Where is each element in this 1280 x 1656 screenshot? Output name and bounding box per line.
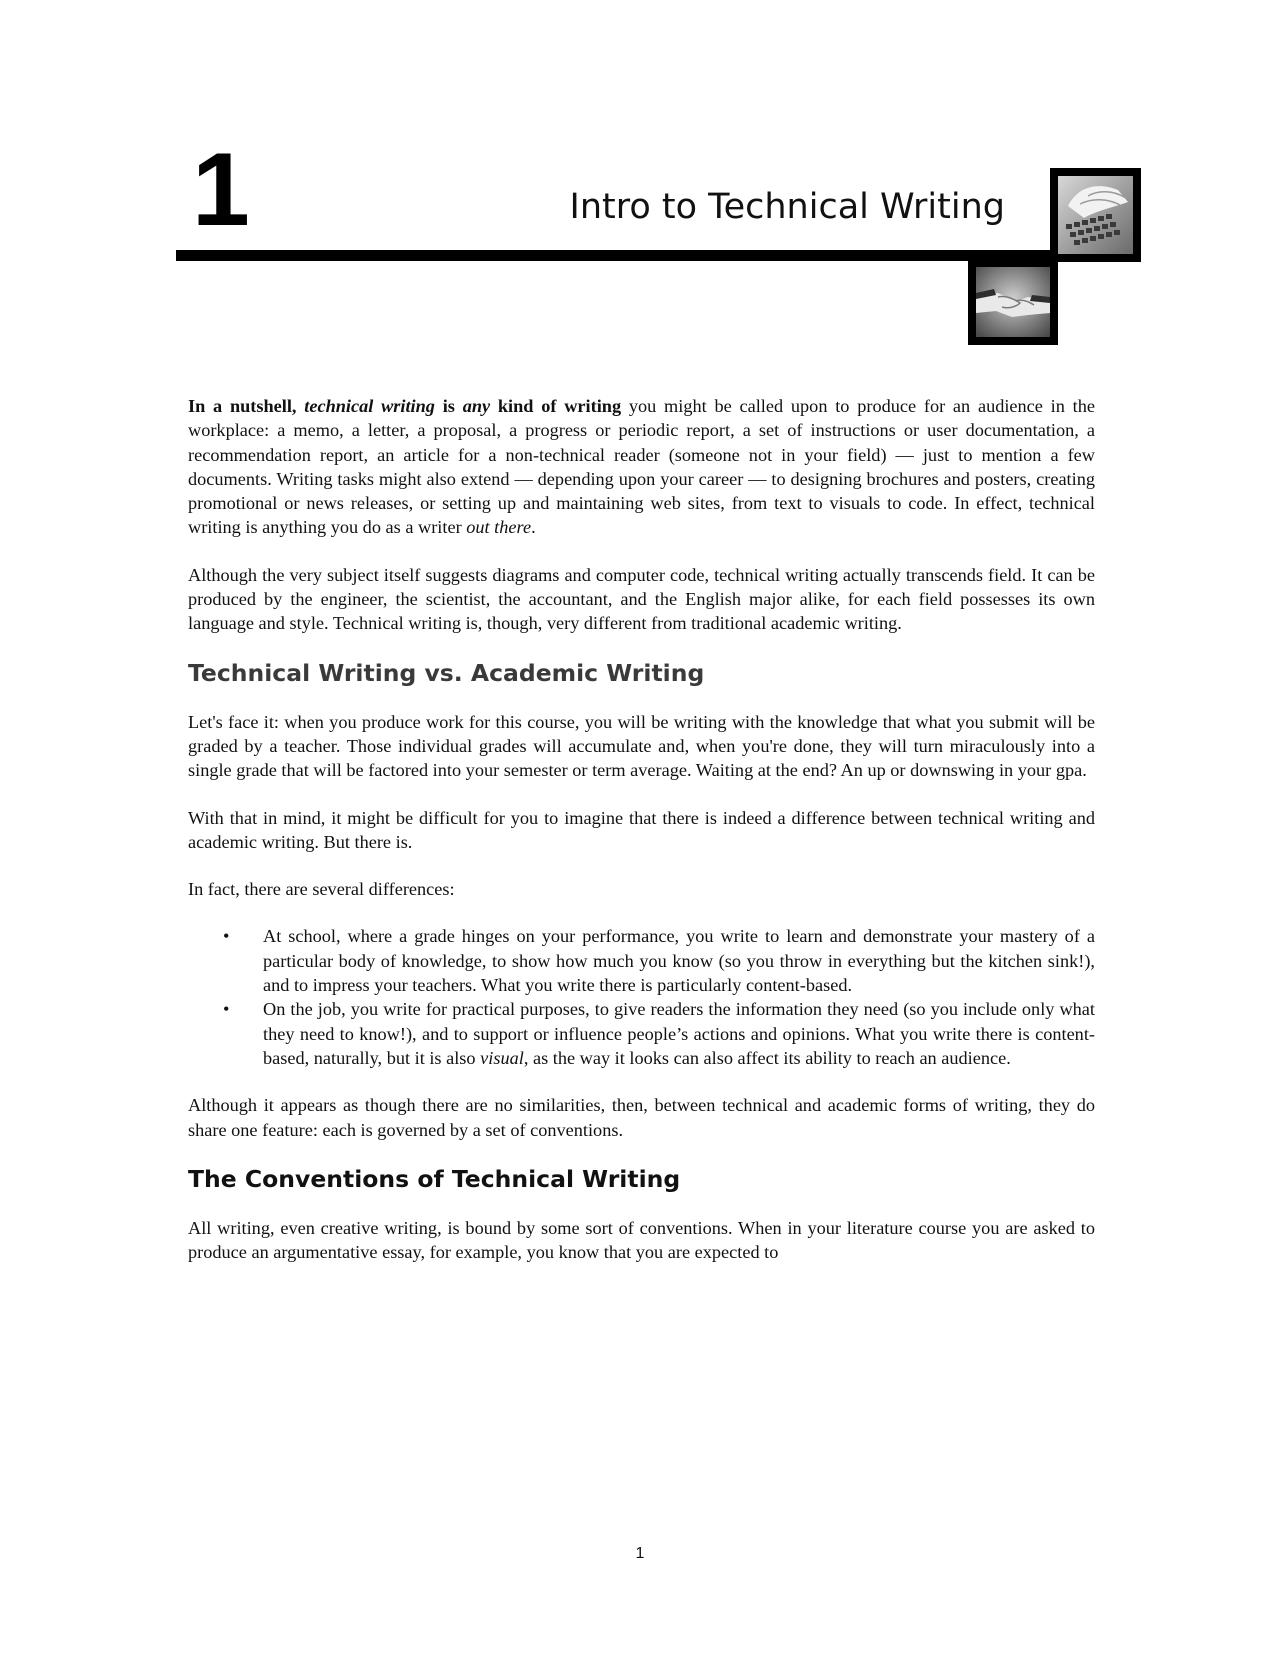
handshake-photo	[968, 259, 1058, 345]
bullet-icon: •	[223, 999, 230, 1020]
list-item-job-visual: visual	[480, 1047, 524, 1068]
list-item-job-text-end: , as the way it looks can also affect its ability to reach an audience.	[523, 1047, 1011, 1068]
page-number: 1	[635, 1545, 645, 1562]
section-heading-tech-vs-academic: Technical Writing vs. Academic Writing	[188, 658, 705, 687]
bullet-icon: •	[223, 926, 230, 947]
intro-any: any	[462, 396, 491, 416]
differences-intro-paragraph: In fact, there are several differences:	[188, 879, 455, 900]
chapter-number: 1	[192, 132, 250, 248]
list-item-job	[188, 997, 1095, 1070]
intro-rest: you might be called upon to produce for an audience in the workplace: a memo, a letter, a proposal, a progress or periodic report, a set of instructions or user documentation, a recommendation report, an article for a non-technical reader (someone not in your field) — just to mention a few documents. Writing tasks might also extend — depending upon your career — to designing brochures and posters, creating promotional or news releases, or setting up and maintaining web sites, from text to visuals to code. In effect, technical writing is anything you do as a writer	[188, 396, 1095, 538]
transcends-paragraph: Although the very subject itself suggests diagrams and computer code, technical writing actually transcends field. It can be produced by the engineer, the scientist, the accountant, and the English major alike, for each field possesses its own language and style. Technical writing is, though, very different from traditional academic writing.	[188, 564, 1095, 634]
intro-lead: In a nutshell,	[188, 396, 305, 416]
intro-paragraph	[188, 394, 1095, 540]
keyboard-hands-image	[1058, 176, 1133, 254]
intro-end: .	[531, 517, 536, 538]
list-item-school	[188, 924, 1095, 997]
conventions-paragraph: All writing, even creative writing, is bound by some sort of conventions. When in your literature course you are asked to produce an argumentative essay, for example, you know that you are expected to	[188, 1217, 1095, 1263]
page-content	[188, 394, 1095, 1287]
with-that-in-mind-paragraph: With that in mind, it might be difficult for you to imagine that there is indeed a difference between technical writing and academic writing. But there is.	[188, 807, 1095, 852]
intro-kind: kind of writing	[490, 396, 622, 416]
keyboard-hands-photo	[1050, 168, 1141, 262]
intro-out-there: out there	[466, 517, 532, 538]
intro-term: technical writing	[304, 396, 435, 416]
section-heading-conventions: The Conventions of Technical Writing	[188, 1164, 681, 1193]
list-item-school-text: At school, where a grade hinges on your performance, you write to learn and demonstrate your mastery of a particular body of knowledge, to show how much you know (so you throw in everything but the kitchen sink!), and to impress your teachers. What you write there is particularly content-based.	[263, 926, 1095, 996]
similarities-paragraph: Although it appears as though there are no similarities, then, between technical and academic forms of writing, they do share one feature: each is governed by a set of conventions.	[188, 1095, 1095, 1140]
intro-is: is	[434, 396, 463, 416]
face-it-paragraph: Let's face it: when you produce work for this course, you will be writing with the knowledge that what you submit will be graded by a teacher. Those individual grades will accumulate and, when you're done, they will turn miraculously into a single grade that will be factored into your semester or term average. Waiting at the end? An up or downswing in your gpa.	[188, 711, 1095, 781]
chapter-title: Intro to Technical Writing	[569, 187, 1005, 227]
list-item-job-text: On the job, you write for practical purposes, to give readers the information they need (so you include only what they need to know!), and to support or influence people’s actions and opinions. What you write there is content-based, naturally, but it is also	[263, 999, 1095, 1068]
differences-list	[188, 924, 1095, 1070]
handshake-image	[976, 267, 1050, 337]
